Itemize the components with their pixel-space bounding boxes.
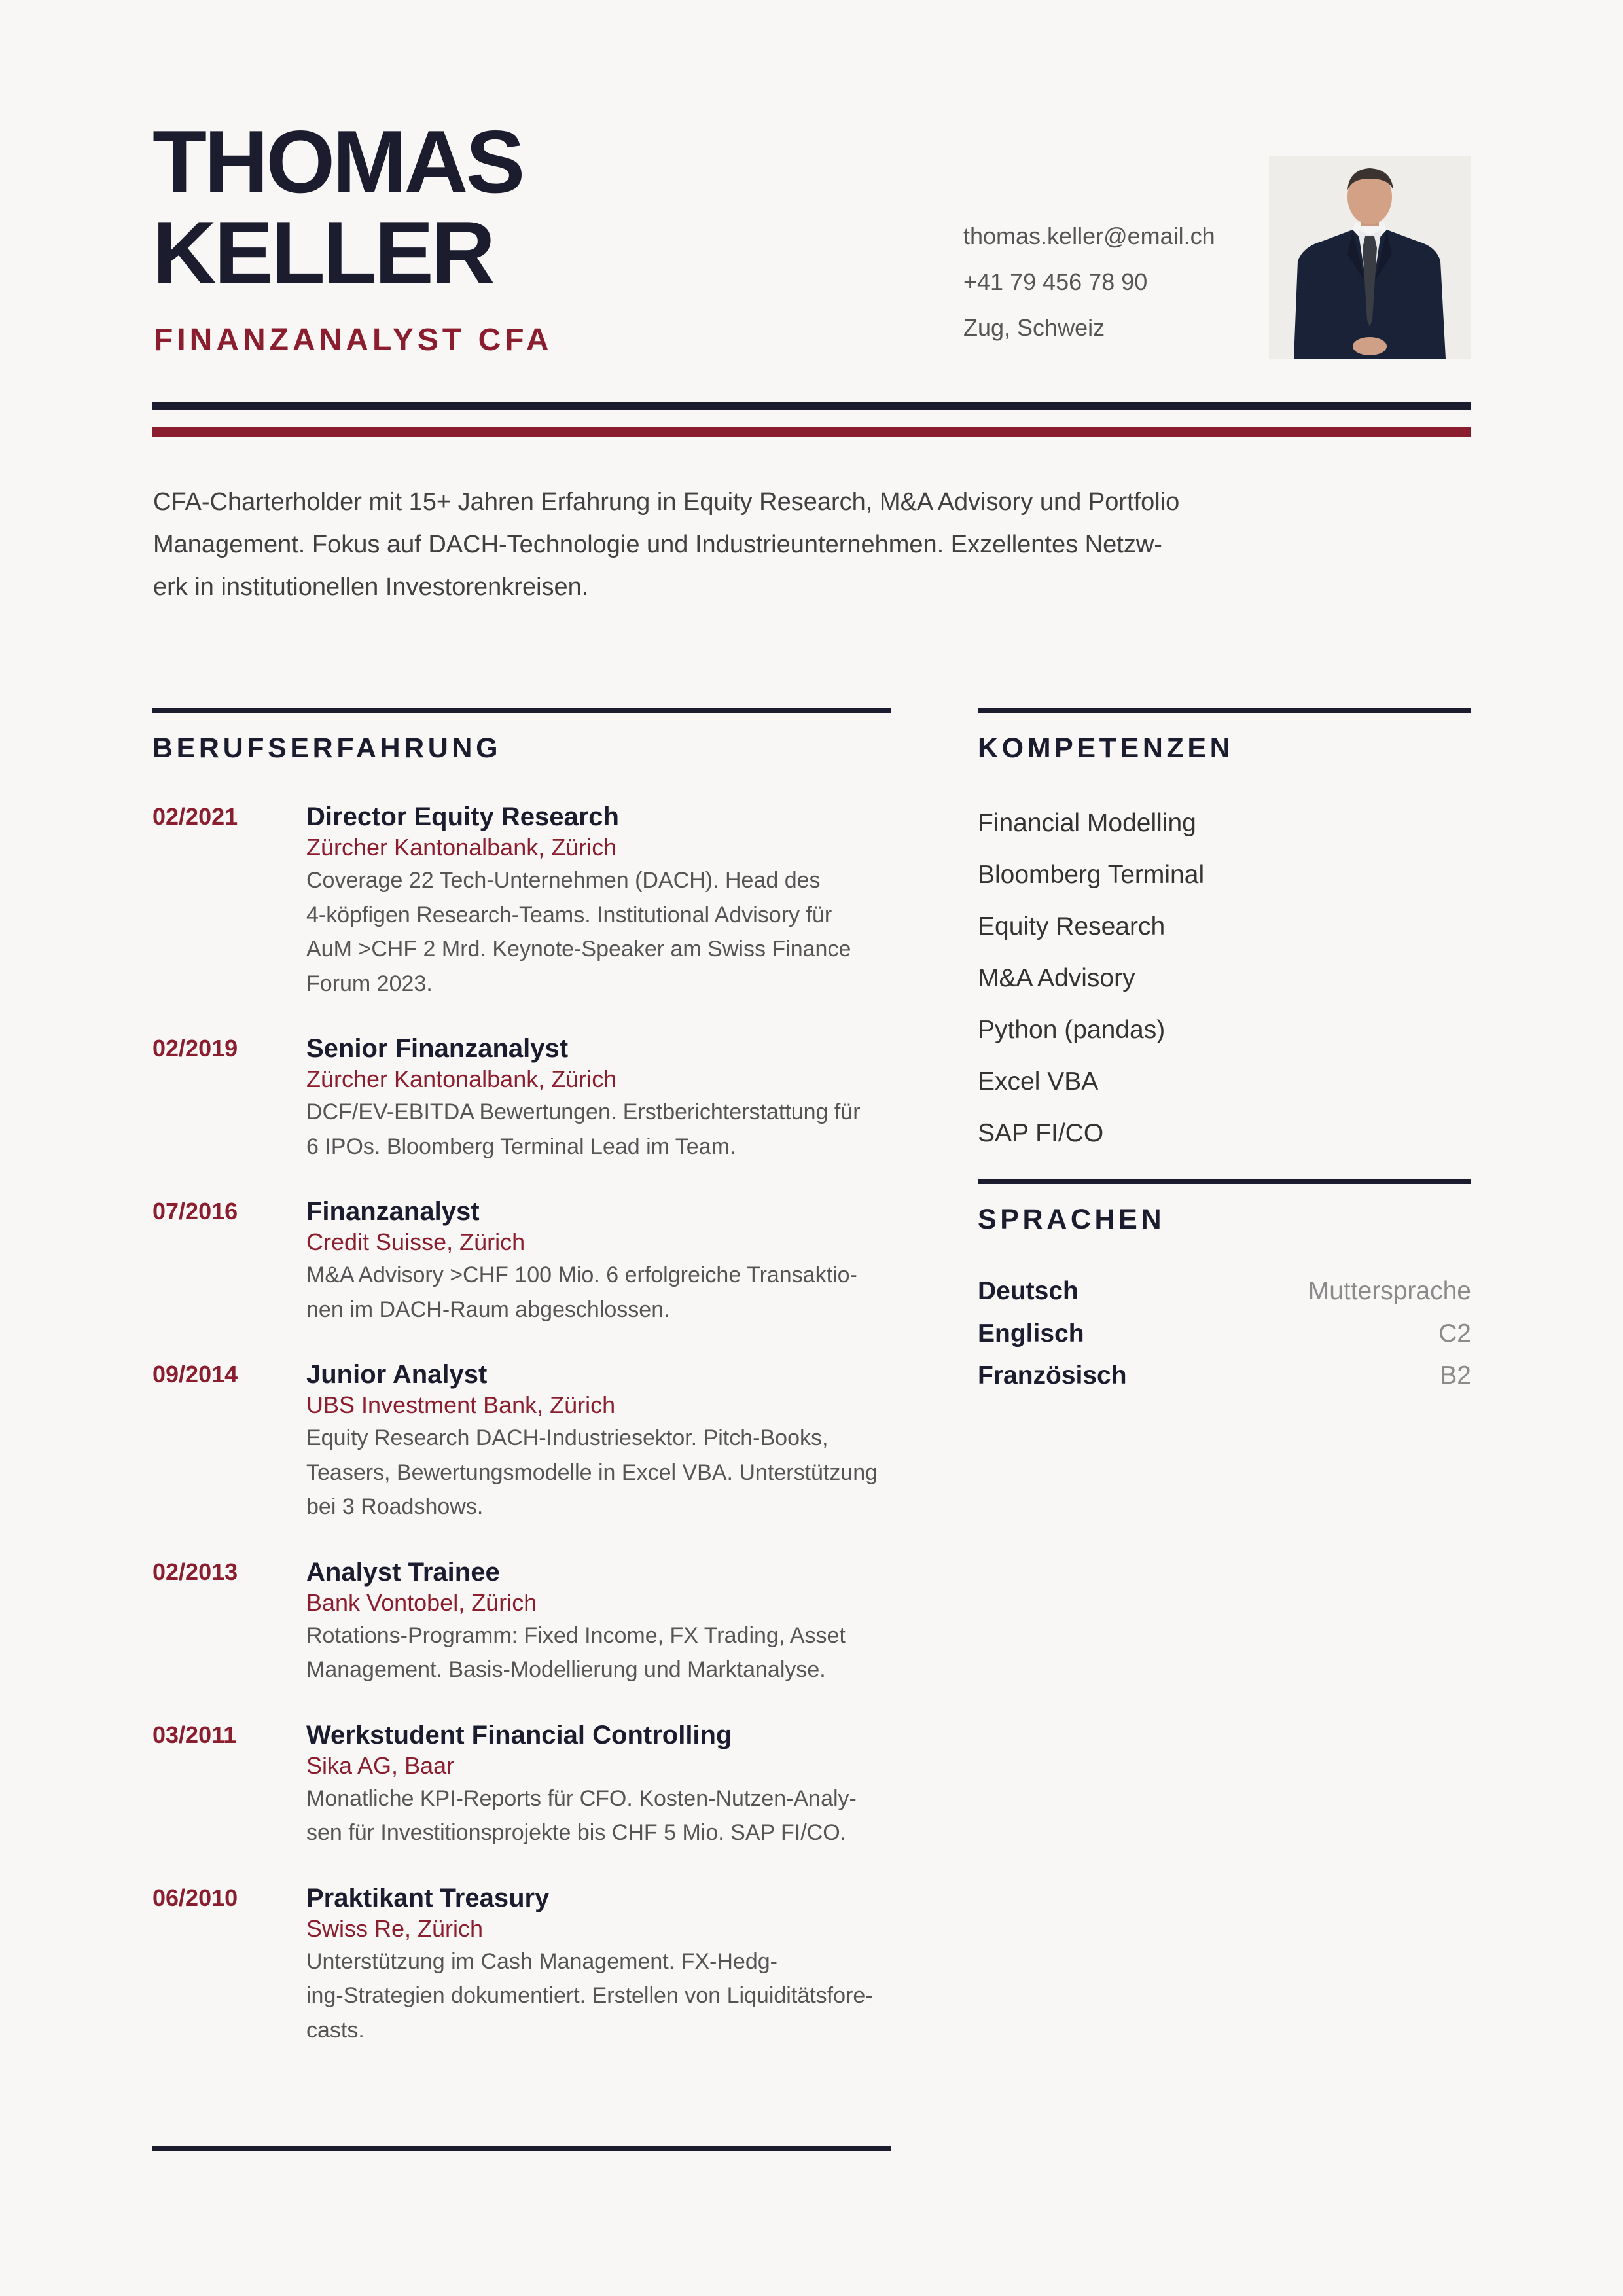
header-divider-navy <box>152 402 1471 410</box>
entry-title: Junior Analyst <box>306 1360 488 1389</box>
desc-line: casts. <box>306 2017 365 2043</box>
entry-date: 07/2016 <box>152 1198 238 1225</box>
language-level: C2 <box>1438 1319 1471 1348</box>
skills-list <box>978 797 1471 1159</box>
experience-section <box>152 708 891 2080</box>
desc-line: 6 IPOs. Bloomberg Terminal Lead im Team. <box>306 1134 736 1159</box>
header-divider-red <box>152 427 1471 437</box>
desc-line: Teasers, Bewertungsmodelle in Excel VBA. Unterstützung <box>306 1460 878 1485</box>
language-row <box>978 1359 1471 1401</box>
experience-entry <box>152 1196 891 1327</box>
entry-title: Senior Finanzanalyst <box>306 1034 569 1063</box>
languages-section <box>978 1179 1471 1401</box>
language-level: Muttersprache <box>1308 1277 1471 1305</box>
desc-line: nen im DACH-Raum abgeschlossen. <box>306 1297 670 1322</box>
desc-line: sen für Investitionsprojekte bis CHF 5 Mio. SAP FI/CO. <box>306 1820 847 1845</box>
entry-date: 09/2014 <box>152 1361 238 1388</box>
portrait-photo <box>1269 156 1471 359</box>
desc-line: Forum 2023. <box>306 971 433 996</box>
desc-line: bei 3 Roadshows. <box>306 1494 484 1519</box>
entry-company: Bank Vontobel, Zürich <box>306 1588 537 1616</box>
section-rule <box>152 708 891 713</box>
entry-title: Analyst Trainee <box>306 1557 500 1587</box>
section-rule <box>978 1179 1471 1184</box>
entry-company: Zürcher Kantonalbank, Zürich <box>306 834 617 861</box>
summary-line: CFA-Charterholder mit 15+ Jahren Erfahrung in Equity Research, M&A Advisory und Portfolio <box>153 488 1180 516</box>
entry-date: 02/2019 <box>152 1035 238 1062</box>
desc-line: Equity Research DACH-Industriesektor. Pitch-Books, <box>306 1426 829 1450</box>
experience-entry <box>152 802 891 1001</box>
entry-title: Werkstudent Financial Controlling <box>306 1720 732 1749</box>
language-name: Deutsch <box>978 1277 1079 1305</box>
entry-company: Sika AG, Baar <box>306 1751 455 1779</box>
language-row <box>978 1274 1471 1317</box>
experience-entry <box>152 1557 891 1687</box>
last-name: KELLER <box>152 203 493 302</box>
skill-item: Financial Modelling <box>978 809 1196 837</box>
summary-line: erk in institutionellen Investorenkreisen. <box>153 573 589 601</box>
desc-line: Management. Basis-Modellierung und Marktanalyse. <box>306 1657 826 1682</box>
entry-description <box>306 1619 891 1687</box>
desc-line: M&A Advisory >CHF 100 Mio. 6 erfolgreiche Transaktio- <box>306 1263 857 1287</box>
section-rule <box>978 708 1471 713</box>
desc-line: Unterstützung im Cash Management. FX-Hedg- <box>306 1948 777 1974</box>
desc-line: AuM >CHF 2 Mrd. Keynote-Speaker am Swiss Finance <box>306 937 851 961</box>
experience-entry <box>152 1359 891 1524</box>
section-title-languages: SPRACHEN <box>978 1204 1166 1235</box>
desc-line: Monatliche KPI-Reports für CFO. Kosten-Nutzen-Analy- <box>306 1785 857 1811</box>
summary-line: Management. Fokus auf DACH-Technologie und Industrieunternehmen. Exzellentes Netzw- <box>153 531 1162 558</box>
job-title: FINANZANALYST CFA <box>154 323 553 357</box>
experience-entry <box>152 1883 891 2048</box>
skill-item: Bloomberg Terminal <box>978 861 1205 889</box>
entry-description <box>306 1782 891 1850</box>
skill-item: M&A Advisory <box>978 964 1135 992</box>
language-name: Englisch <box>978 1319 1084 1348</box>
entry-company: Swiss Re, Zürich <box>306 1914 484 1942</box>
sidebar-column <box>978 708 1471 1401</box>
entry-date: 03/2011 <box>152 1721 237 1748</box>
entry-description <box>306 863 891 1001</box>
contact-location: Zug, Schweiz <box>963 314 1105 341</box>
entry-title: Finanzanalyst <box>306 1197 480 1226</box>
skill-item: Equity Research <box>978 912 1166 941</box>
entry-title: Director Equity Research <box>306 802 619 831</box>
entry-company: Zürcher Kantonalbank, Zürich <box>306 1066 617 1092</box>
entry-company: UBS Investment Bank, Zürich <box>306 1391 616 1418</box>
desc-line: Rotations-Programm: Fixed Income, FX Trading, Asset <box>306 1623 846 1648</box>
desc-line: DCF/EV-EBITDA Bewertungen. Erstberichterstattung für <box>306 1100 861 1124</box>
languages-list <box>978 1274 1471 1401</box>
contact-email[interactable]: thomas.keller@email.ch <box>963 223 1215 249</box>
experience-bottom-rule <box>152 2146 891 2151</box>
experience-list <box>152 802 891 2047</box>
section-title-skills: KOMPETENZEN <box>978 732 1234 764</box>
person-portrait-icon <box>1269 156 1471 359</box>
entry-description <box>306 1421 891 1524</box>
desc-line: ing-Strategien dokumentiert. Erstellen von Liquiditätsfore- <box>306 1983 873 2008</box>
entry-description <box>306 1945 891 2048</box>
candidate-name <box>152 112 523 302</box>
desc-line: Coverage 22 Tech-Unternehmen (DACH). Head des <box>306 868 821 893</box>
language-name: Französisch <box>978 1361 1127 1390</box>
first-name: THOMAS <box>152 112 523 211</box>
language-row <box>978 1317 1471 1359</box>
skill-item: Python (pandas) <box>978 1016 1166 1044</box>
entry-description <box>306 1095 891 1164</box>
language-level: B2 <box>1440 1361 1471 1390</box>
entry-description <box>306 1258 891 1327</box>
entry-company: Credit Suisse, Zürich <box>306 1229 526 1255</box>
desc-line: 4-köpfigen Research-Teams. Institutional Advisory für <box>306 902 832 927</box>
entry-date: 02/2013 <box>152 1558 238 1585</box>
skill-item: SAP FI/CO <box>978 1119 1104 1147</box>
contact-info <box>963 213 1215 351</box>
section-title-experience: BERUFSERFAHRUNG <box>152 732 502 764</box>
entry-date: 02/2021 <box>152 803 238 830</box>
skill-item: Excel VBA <box>978 1067 1099 1096</box>
profile-summary <box>153 481 1226 609</box>
contact-phone[interactable]: +41 79 456 78 90 <box>963 268 1148 295</box>
entry-title: Praktikant Treasury <box>306 1883 550 1912</box>
experience-entry <box>152 1720 891 1850</box>
entry-date: 06/2010 <box>152 1884 238 1911</box>
experience-entry <box>152 1033 891 1164</box>
